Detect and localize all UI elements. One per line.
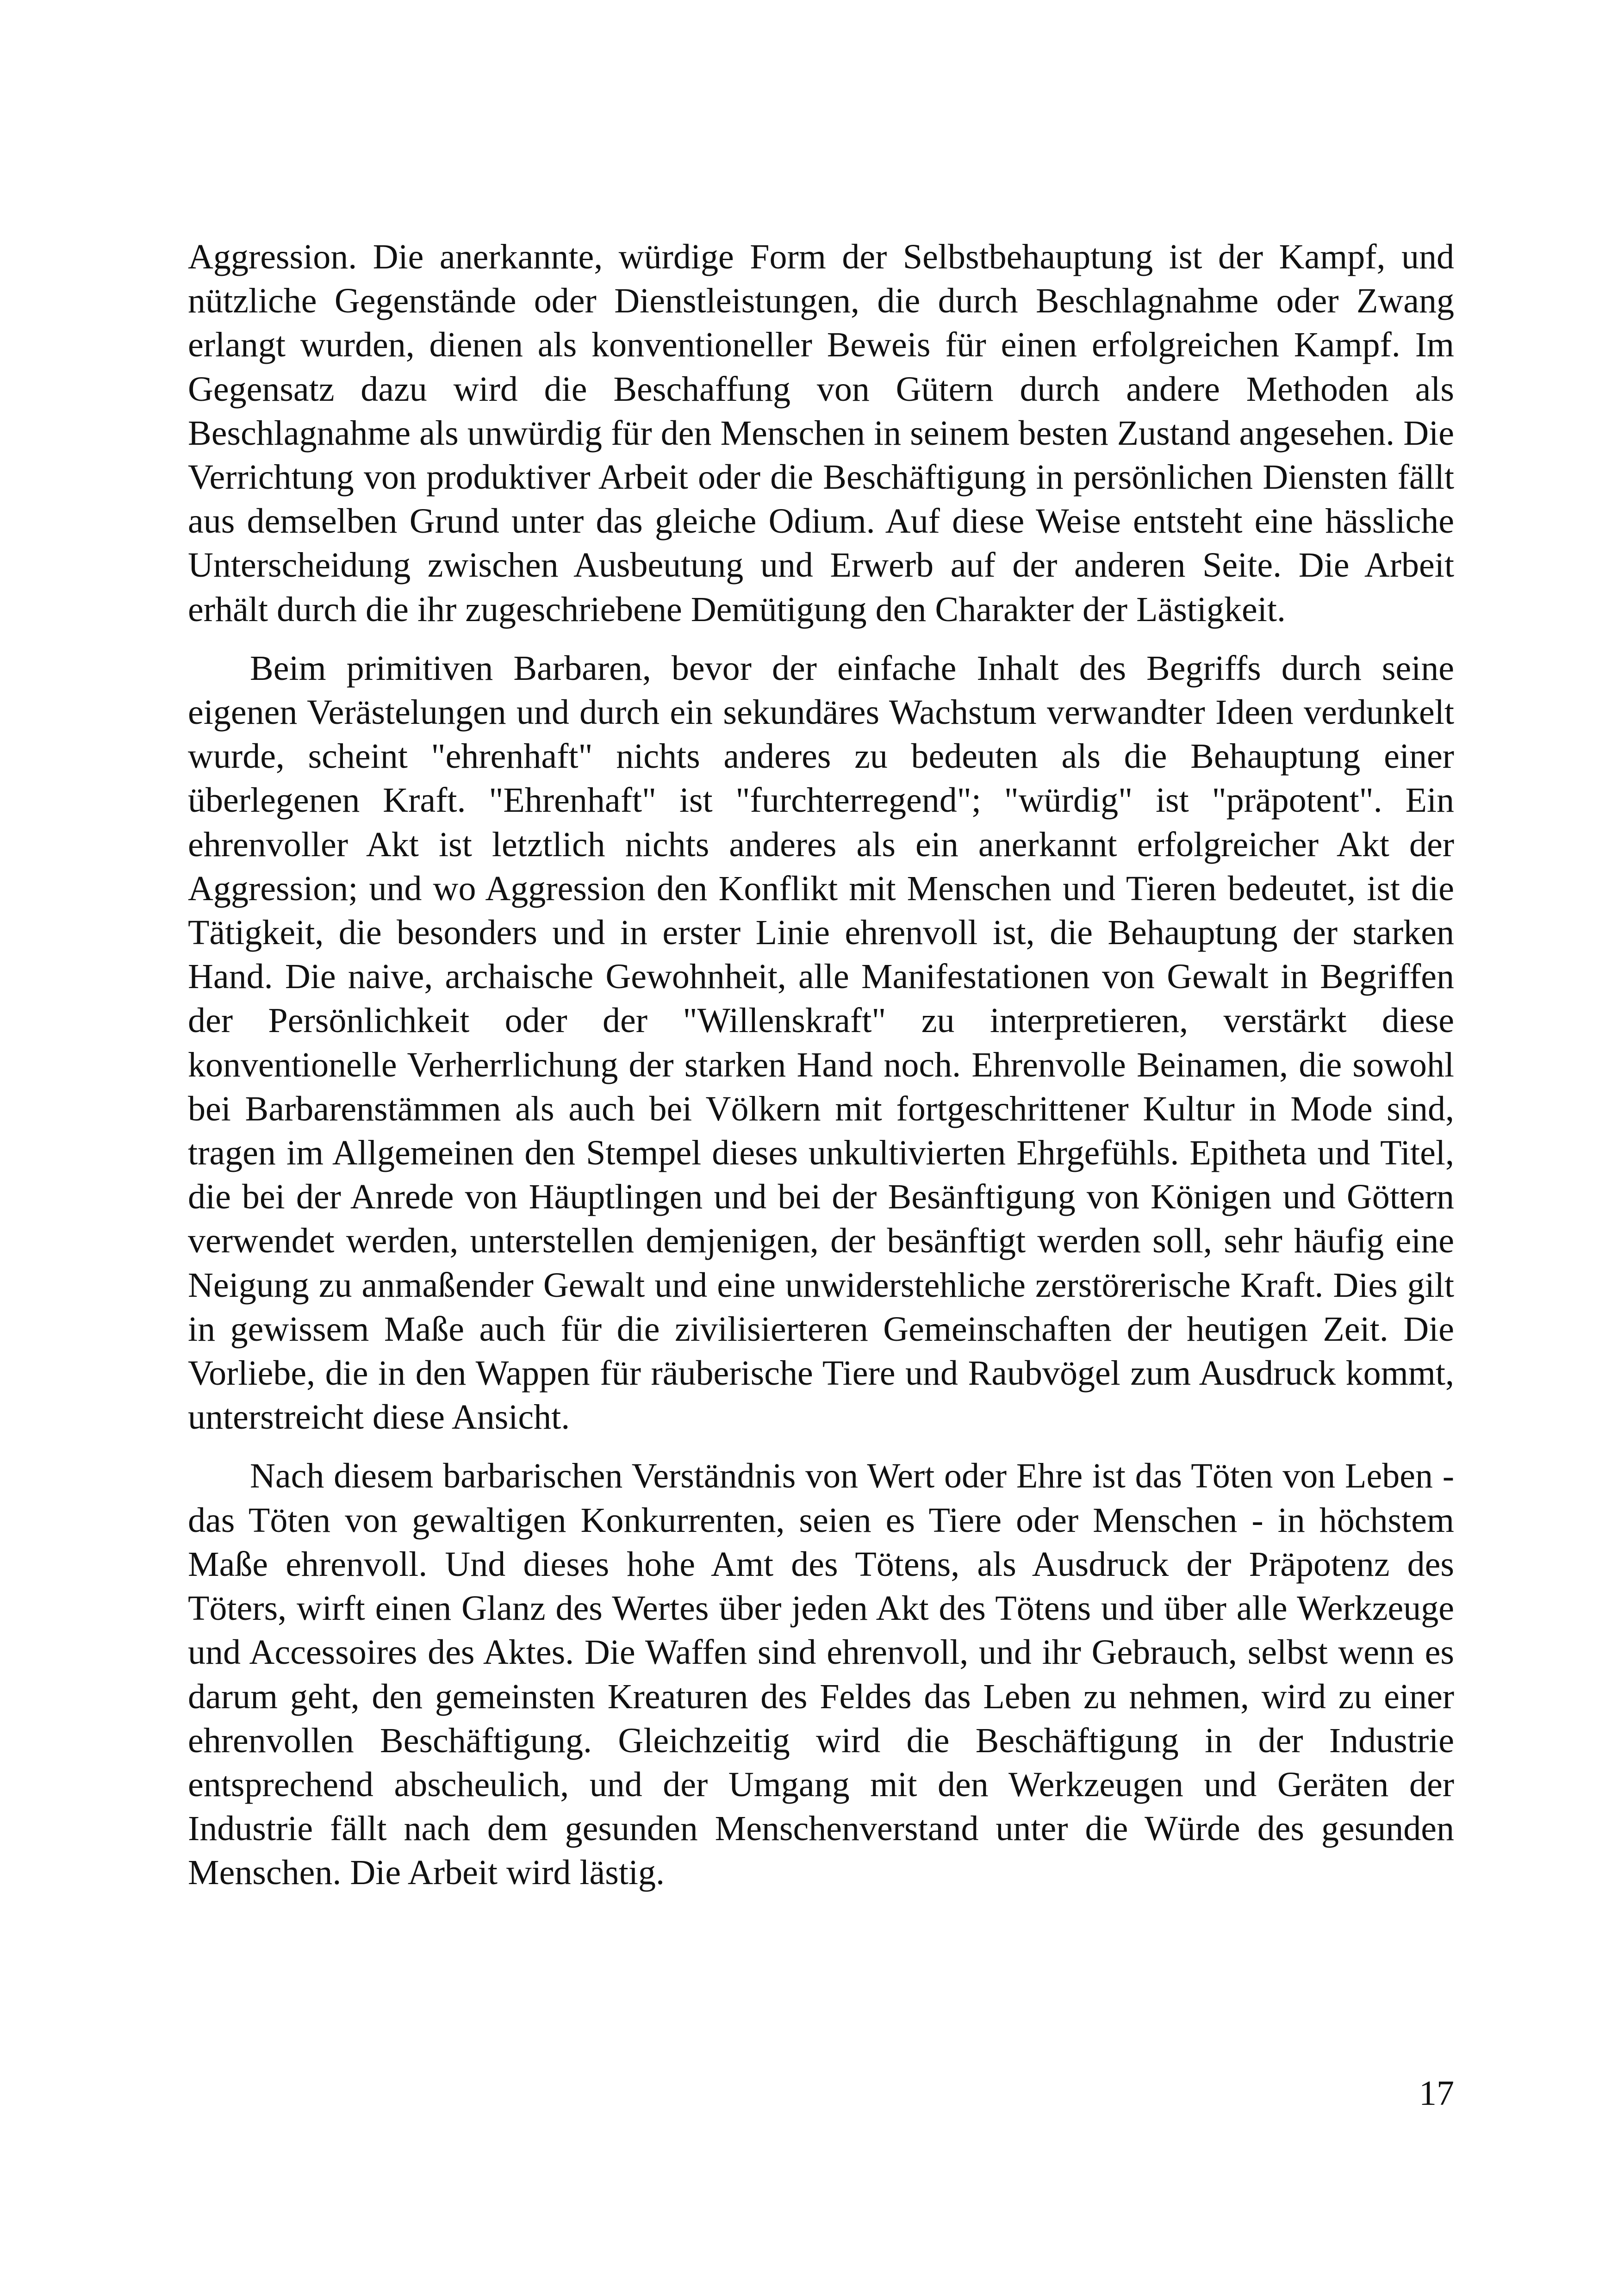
paragraph-3: Nach diesem barbarischen Verständnis von Wert oder Ehre ist das Töten von Leben - das Töten von gewaltigen Konkurrenten, seien es Tiere oder Menschen - in höchstem Maße ehrenvoll. Und dieses hohe Amt des Tötens, als Ausdruck der Präpotenz des Töters, wirft einen Glanz des Wertes über jeden Akt des Tötens und über alle Werkzeuge und Accessoires des Aktes. Die Waffen sind ehrenvoll, und ihr Gebrauch, selbst wenn es darum geht, den gemeinsten Kreaturen des Feldes das Leben zu nehmen, wird zu einer ehrenvollen Beschäftigung. Gleichzeitig wird die Beschäftigung in der Industrie entsprechend abscheulich, und der Umgang mit den Werkzeugen und Geräten der Industrie fällt nach dem gesunden Menschenverstand unter die Würde des gesunden Menschen. Die Arbeit wird lästig. [188,1456,1454,1892]
page-number: 17 [1419,2074,1454,2113]
body-text [188,235,1454,1895]
paragraph-1: Aggression. Die anerkannte, würdige Form der Selbstbehauptung ist der Kampf, und nützliche Gegenstände oder Dienstleistungen, die durch Beschlagnahme oder Zwang erlangt wurden, dienen als konventioneller Beweis für einen erfolgreichen Kampf. Im Gegensatz dazu wird die Beschaffung von Gütern durch andere Methoden als Beschlagnahme als unwürdig für den Menschen in seinem besten Zustand angesehen. Die Verrichtung von produktiver Arbeit oder die Beschäftigung in persönlichen Diensten fällt aus demselben Grund unter das gleiche Odium. Auf diese Weise entsteht eine hässliche Unterscheidung zwischen Ausbeutung und Erwerb auf der anderen Seite. Die Arbeit erhält durch die ihr zugeschriebene Demütigung den Charakter der Lästigkeit. [188,237,1454,629]
paragraph-2: Beim primitiven Barbaren, bevor der einfache Inhalt des Begriffs durch seine eigenen Verästelungen und durch ein sekundäres Wachstum verwandter Ideen verdunkelt wurde, scheint "ehrenhaft" nichts anderes zu bedeuten als die Behauptung einer überlegenen Kraft. "Ehrenhaft" ist "furchterregend"; "würdig" ist "präpotent". Ein ehrenvoller Akt ist letztlich nichts anderes als ein anerkannt erfolgreicher Akt der Aggression; und wo Aggression den Konflikt mit Menschen und Tieren bedeutet, ist die Tätigkeit, die besonders und in erster Linie ehrenvoll ist, die Behauptung der starken Hand. Die naive, archaische Gewohnheit, alle Manifestationen von Gewalt in Begriffen der Persönlichkeit oder der "Willenskraft" zu interpretieren, verstärkt diese konventionelle Verherrlichung der starken Hand noch. Ehrenvolle Beinamen, die sowohl bei Barbarenstämmen als auch bei Völkern mit fortgeschrittener Kultur in Mode sind, tragen im Allgemeinen den Stempel dieses unkultivierten Ehrgefühls. Epitheta und Titel, die bei der Anrede von Häuptlingen und bei der Besänftigung von Königen und Göttern verwendet werden, unterstellen demjenigen, der besänftigt werden soll, sehr häufig eine Neigung zu anmaßender Gewalt und eine unwiderstehliche zerstörerische Kraft. Dies gilt in gewissem Maße auch für die zivilisierteren Gemeinschaften der heutigen Zeit. Die Vorliebe, die in den Wappen für räuberische Tiere und Raubvögel zum Ausdruck kommt, unterstreicht diese Ansicht. [188,648,1454,1437]
